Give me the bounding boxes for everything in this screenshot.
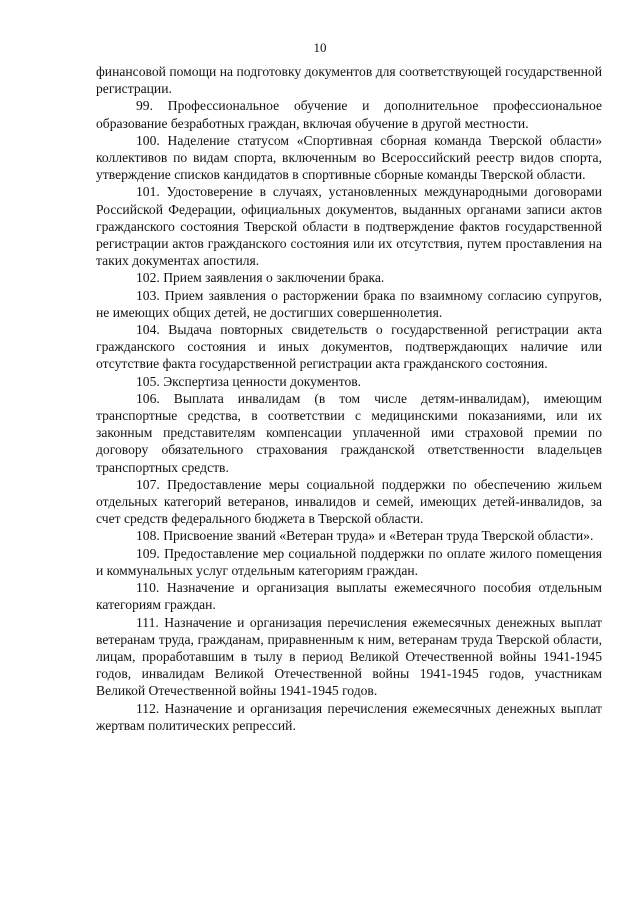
paragraph-item-111: 111. Назначение и организация перечисления ежемесячных денежных выплат ветеранам труда, гражданам, приравненным к ним, ветеранам труда Тверской области, лицам, проработавшим в тылу в период Великой Отечественной войны 1941-1945 годов, инвалидам Великой Отечественной войны 1941-1945 годов, участникам Великой Отечественной войны 1941-1945 годов. <box>96 614 602 699</box>
paragraph-item-101: 101. Удостоверение в случаях, установленных международными договорами Российской Федерации, официальных документов, выданных органами записи актов гражданского состояния Тверской области в подтверждение фактов государственной регистрации актов гражданского состояния или их отсутствия, путем проставления на таких документах апостиля. <box>96 184 602 269</box>
page-number: 10 <box>313 40 327 55</box>
paragraph-item-99: 99. Профессиональное обучение и дополнительное профессиональное образование безработных граждан, включая обучение в другой местности. <box>96 98 602 131</box>
paragraph-item-105: 105. Экспертиза ценности документов. <box>136 373 362 389</box>
paragraph-continuation: финансовой помощи на подготовку документов для соответствующей государственной регистрации. <box>96 64 602 97</box>
paragraph-item-102: 102. Прием заявления о заключении брака. <box>136 270 385 286</box>
paragraph-item-108: 108. Присвоение званий «Ветеран труда» и «Ветеран труда Тверской области». <box>136 528 594 544</box>
paragraph-item-110: 110. Назначение и организация выплаты ежемесячного пособия отдельным категориям граждан. <box>96 580 602 613</box>
paragraph-item-107: 107. Предоставление меры социальной поддержки по обеспечению жильем отдельных категорий ветеранов, инвалидов и семей, имеющих детей-инвалидов, за счет средств федерального бюджета в Тверской области. <box>96 476 602 527</box>
paragraph-item-106: 106. Выплата инвалидам (в том числе детям-инвалидам), имеющим транспортные средства, в соответствии с медицинскими показаниями, или их законным представителям компенсации уплаченной ими страховой премии по договору обязательного страхования гражданской ответственности владельцев транспортных средств. <box>96 390 602 475</box>
paragraph-item-104: 104. Выдача повторных свидетельств о государственной регистрации акта гражданского состояния и иных документов, подтверждающих наличие или отсутствие факта государственной регистрации акта гражданского состояния. <box>96 322 602 372</box>
paragraph-item-100: 100. Наделение статусом «Спортивная сборная команда Тверской области» коллективов по видам спорта, включенным во Всероссийский реестр видов спорта, утверждение списков кандидатов в спортивные сборные команды Тверской области. <box>96 132 602 183</box>
paragraph-item-109: 109. Предоставление мер социальной поддержки по оплате жилого помещения и коммунальных услуг отдельным категориям граждан. <box>96 545 602 578</box>
document-body <box>96 63 602 734</box>
paragraph-item-112: 112. Назначение и организация перечисления ежемесячных денежных выплат жертвам политических репрессий. <box>96 700 602 733</box>
paragraph-item-103: 103. Прием заявления о расторжении брака по взаимному согласию супругов, не имеющих общих детей, не достигших совершеннолетия. <box>96 287 602 320</box>
